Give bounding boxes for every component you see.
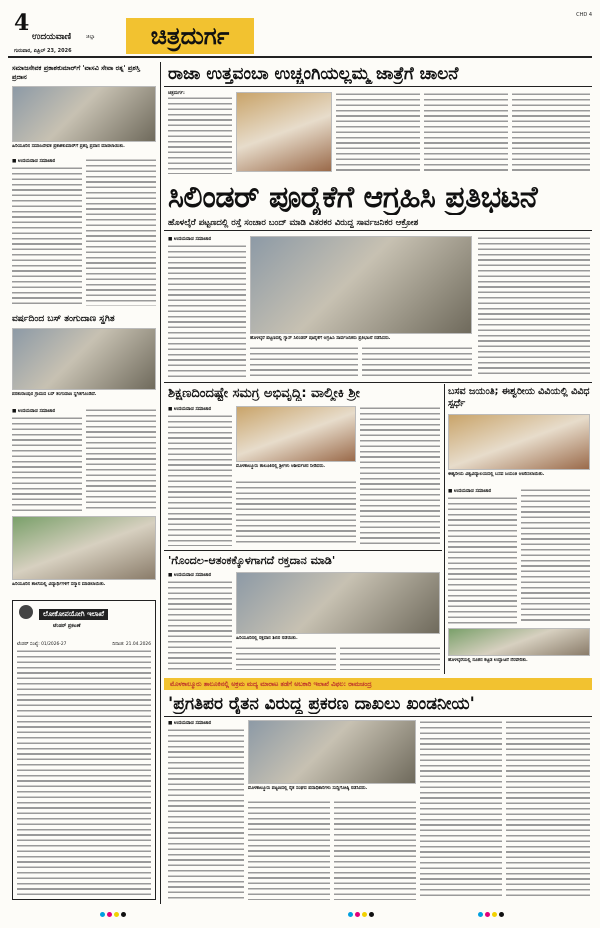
right-photo-caption: ಹೊಳಲ್ಕೆರೆಯಲ್ಲಿ ನೂತನ ಕಟ್ಟಡ ಉದ್ಘಾಟನೆ ನೆರವೇರಿತು. bbox=[448, 658, 528, 663]
main-photo bbox=[250, 236, 472, 334]
main-deck-rule bbox=[164, 230, 592, 231]
color-registration-marks-right bbox=[478, 912, 504, 917]
blood-text-col-2 bbox=[236, 646, 336, 670]
bus-byline: ■ ಉದಯವಾಣಿ ಸಮಾಚಾರ bbox=[12, 409, 56, 414]
valmiki-caption: ಮೊಳಕಾಲ್ಮೂರು ತಾಲೂಕಿನಲ್ಲಿ ಶ್ರೀಗಳು ಆಶೀರ್ವಚನ ನೀಡಿದರು. bbox=[236, 464, 326, 469]
farmer-text-col-1 bbox=[168, 728, 244, 900]
tender-notice bbox=[12, 600, 156, 900]
valmiki-photo bbox=[236, 406, 356, 462]
main-text-col-5 bbox=[362, 346, 472, 378]
valmiki-headline: ಶಿಕ್ಷಣದಿಂದಷ್ಟೇ ಸಮಗ್ರ ಅಭಿವೃದ್ಧಿ: ವಾಲ್ಮೀಕಿ ಶ್ರೀ bbox=[168, 386, 360, 401]
farmer-caption: ಮೊಳಕಾಲ್ಮೂರು ಪಟ್ಟಣದಲ್ಲಿ ರೈತ ಸಂಘದ ಪದಾಧಿಕಾರಿಗಳು ಸುದ್ದಿಗೋಷ್ಠಿ ನಡೆಸಿದರು. bbox=[248, 786, 368, 791]
farmer-text-col-3 bbox=[334, 800, 416, 900]
notice-subtitle: ಟೆಂಡರ್ ಪ್ರಕಟಣೆ bbox=[53, 623, 81, 629]
basava-headline: ಬಸವ ಜಯಂತಿ; ಈಶ್ವರೀಯ ವಿವಿಯಲ್ಲಿ ವಿವಿಧ ಸ್ಪರ್ಧೆ bbox=[448, 386, 590, 409]
masthead bbox=[8, 10, 592, 60]
award-text-col-1 bbox=[12, 166, 82, 306]
notice-text bbox=[17, 649, 151, 895]
blood-text-col-1 bbox=[168, 580, 232, 670]
basava-photo bbox=[448, 414, 590, 470]
left-photo bbox=[12, 516, 156, 580]
excise-strip-text: ಮೊಳಕಾಲ್ಮೂರು ತಾಲೂಕಿನಲ್ಲಿ ಅಕ್ರಮ ಮದ್ಯ ಮಾರಾಟ ತಡೆಗೆ ಅಬಕಾರಿ ಇಲಾಖೆ ವಿಫಲ: ರಾಮಚಂದ್ರ bbox=[170, 680, 372, 688]
corner-tag: CHD 4 bbox=[576, 12, 592, 18]
main-text-col-2 bbox=[478, 236, 590, 376]
farmer-byline: ■ ಉದಯವಾಣಿ ಸಮಾಚಾರ bbox=[168, 721, 212, 726]
color-registration-marks bbox=[100, 912, 126, 917]
paper-name: ಉದಯವಾಣಿ bbox=[32, 32, 72, 42]
basava-text-col-1 bbox=[448, 496, 517, 624]
page-number: 4 bbox=[14, 10, 30, 36]
top-banner-photo bbox=[236, 92, 332, 172]
main-text-col-3 bbox=[168, 336, 246, 378]
left-photo-caption: ಹಿರಿಯೂರಿನ ಶಾಲೆಯಲ್ಲಿ ವಿದ್ಯಾರ್ಥಿಗಳಿಗೆ ಸನ್ಮಾನ ಮಾಡಲಾಯಿತು. bbox=[12, 582, 106, 587]
farmer-headline: 'ಪ್ರಗತಿಪರ ರೈತನ ವಿರುದ್ಧ ಪ್ರಕರಣ ದಾಖಲು ಖಂಡನೀಯ' bbox=[168, 694, 475, 714]
notice-emblem bbox=[19, 605, 33, 619]
award-caption: ಹಿರಿಯೂರಿನ ಸಮಾಜಸೇವಕ ಪ್ರಕಾಶಕುಮಾರ್‌ಗೆ ಪ್ರಶಸ್ತಿ ಪ್ರದಾನ ಮಾಡಲಾಯಿತು. bbox=[12, 144, 125, 149]
bus-text-col-2 bbox=[86, 408, 156, 512]
blood-text-col-3 bbox=[340, 646, 440, 670]
main-deck: ಹೊಳಲ್ಕೆರೆ ಪಟ್ಟಣದಲ್ಲಿ ರಸ್ತೆ ಸಂಚಾರ ಬಂದ್ ಮಾಡಿ ವಿತರಕರ ವಿರುದ್ಧ ಸಾರ್ವಜನಿಕರ ಆಕ್ರೋಶ bbox=[168, 218, 419, 228]
excise-strip bbox=[164, 678, 592, 690]
farmer-photo bbox=[248, 720, 416, 784]
main-text-col-1 bbox=[168, 244, 246, 334]
main-text-col-4 bbox=[250, 346, 358, 378]
valmiki-byline: ■ ಉದಯವಾಣಿ ಸಮಾಚಾರ bbox=[168, 407, 212, 412]
farmer-text-col-4 bbox=[420, 720, 502, 900]
top-banner-text-col-3 bbox=[424, 92, 508, 172]
dateline: ಗುರುವಾರ, ಏಪ್ರಿಲ್ 23, 2026 bbox=[14, 48, 72, 54]
basava-caption: ಈಶ್ವರೀಯ ವಿಶ್ವವಿದ್ಯಾಲಯದಲ್ಲಿ ಬಸವ ಜಯಂತಿ ಆಚರಿಸಲಾಯಿತು. bbox=[448, 472, 545, 477]
mid-rule bbox=[164, 382, 592, 383]
basava-byline: ■ ಉದಯವಾಣಿ ಸಮಾಚಾರ bbox=[448, 489, 492, 494]
edition-tag: ಜಿಲ್ಲಾ bbox=[86, 34, 95, 40]
section-title: ಚಿತ್ರದುರ್ಗ bbox=[126, 18, 254, 54]
blood-rule bbox=[164, 550, 442, 551]
left-column-divider bbox=[160, 62, 161, 904]
blood-headline: 'ಗೊಂದಲ-ಆತಂಕಕ್ಕೊಳಗಾಗದೆ ರಕ್ತದಾನ ಮಾಡಿ' bbox=[168, 554, 336, 567]
bus-text-col-1 bbox=[12, 416, 82, 512]
right-photo bbox=[448, 628, 590, 656]
bus-headline: ವರ್ಷದಿಂದ ಬಸ್ ತಂಗುದಾಣ ಸ್ಥಗಿತ bbox=[12, 314, 115, 324]
valmiki-text-col-3 bbox=[236, 480, 356, 546]
header-rule bbox=[8, 56, 592, 58]
color-registration-marks-center bbox=[348, 912, 374, 917]
top-banner-text-col-4 bbox=[512, 92, 590, 172]
award-text-col-2 bbox=[86, 158, 156, 306]
blood-caption: ಹಿರಿಯೂರಿನಲ್ಲಿ ರಕ್ತದಾನ ಶಿಬಿರ ನಡೆಯಿತು. bbox=[236, 636, 298, 641]
farmer-text-col-5 bbox=[506, 720, 590, 900]
award-photo bbox=[12, 86, 156, 142]
notice-title: ಲೋಕೋಪಯೋಗಿ ಇಲಾಖೆ bbox=[39, 609, 108, 620]
bus-caption: ಪರಶುರಾಂಪುರ ಗ್ರಾಮದ ಬಸ್ ತಂಗುದಾಣ ಸ್ಥಗಿತಗೊಂಡಿದೆ. bbox=[12, 392, 97, 397]
main-caption: ಹೊಳಲ್ಕೆರೆ ಪಟ್ಟಣದಲ್ಲಿ ಗ್ಯಾಸ್ ಸಿಲಿಂಡರ್ ಪೂರೈಕೆಗೆ ಆಗ್ರಹಿಸಿ ಸಾರ್ವಜನಿಕರು ಪ್ರತಿಭಟನೆ ನಡೆಸಿದರು. bbox=[250, 336, 391, 341]
main-byline: ■ ಉದಯವಾಣಿ ಸಮಾಚಾರ bbox=[168, 237, 212, 242]
valmiki-text-col-2 bbox=[360, 406, 440, 546]
notice-ref-left: ಟೆಂಡರ್ ಸಂಖ್ಯೆ: 01/2026-27 bbox=[17, 642, 67, 647]
main-headline: ಸಿಲಿಂಡರ್ ಪೂರೈಕೆಗೆ ಆಗ್ರಹಿಸಿ ಪ್ರತಿಭಟನೆ bbox=[168, 180, 538, 215]
valmiki-text-col-1 bbox=[168, 414, 232, 546]
bus-photo bbox=[12, 328, 156, 390]
farmer-rule bbox=[164, 716, 592, 717]
award-headline: ಸಮಾಜಸೇವಕ ಪ್ರಕಾಶಕುಮಾರ್‌ಗೆ 'ವಾಸವಿ ಸೇವಾ ರತ್ನ' ಪ್ರಶಸ್ತಿ ಪ್ರದಾನ bbox=[12, 64, 141, 81]
blood-photo bbox=[236, 572, 440, 634]
top-banner-headline: ರಾಜಾ ಉತ್ತವಂಬಾ ಉಚ್ಚಂಗಿಯಲ್ಲಮ್ಮ ಜಾತ್ರೆಗೆ ಚಾಲನೆ bbox=[168, 64, 459, 84]
top-banner-rule bbox=[164, 86, 592, 87]
notice-ref-right: ದಿನಾಂಕ: 21.04.2026 bbox=[112, 642, 151, 647]
top-banner-text-col-2 bbox=[336, 92, 420, 172]
top-banner-text-col-1 bbox=[168, 96, 232, 174]
blood-byline: ■ ಉದಯವಾಣಿ ಸಮಾಚಾರ bbox=[168, 573, 212, 578]
award-byline: ■ ಉದಯವಾಣಿ ಸಮಾಚಾರ bbox=[12, 159, 56, 164]
basava-divider bbox=[444, 384, 445, 674]
basava-text-col-2 bbox=[521, 488, 590, 624]
top-banner-place: ಚಿತ್ರದುರ್ಗ: bbox=[168, 91, 185, 96]
farmer-text-col-2 bbox=[248, 800, 330, 900]
